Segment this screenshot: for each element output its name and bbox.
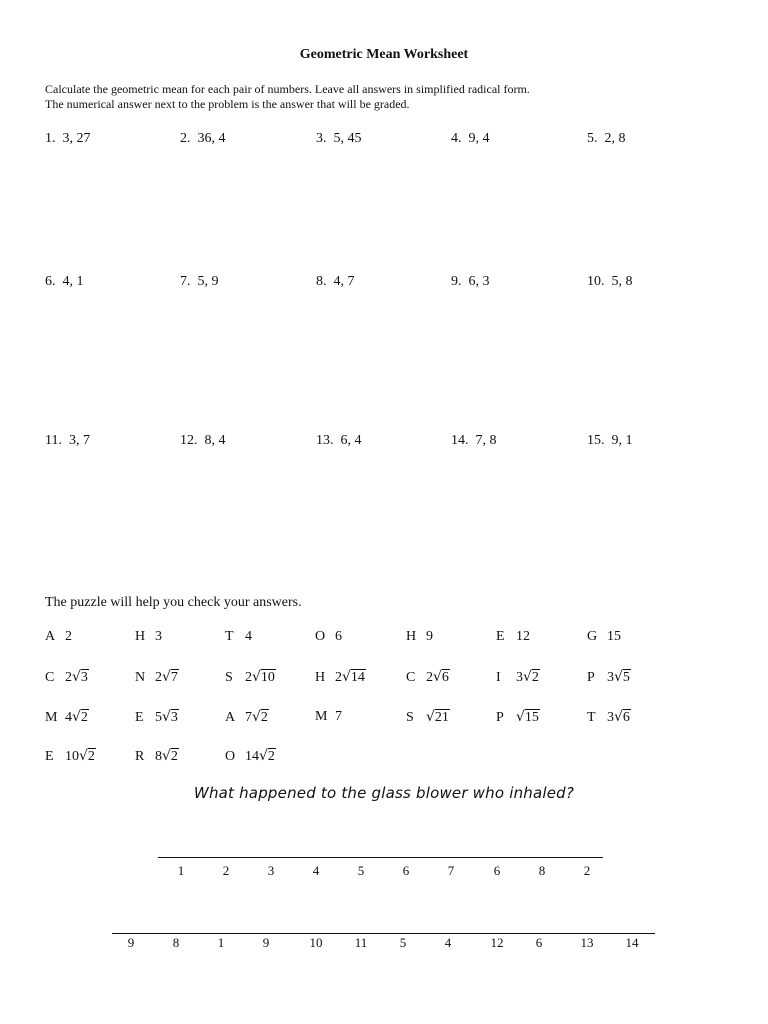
radical-sign-icon: √	[342, 669, 351, 685]
problem-number: 11.	[45, 433, 62, 448]
key-coefficient: 6	[335, 629, 342, 644]
key-coefficient: 7	[335, 709, 342, 724]
key-radicand: 5	[622, 670, 630, 685]
problem-numbers: 3, 27	[62, 131, 91, 146]
problem-numbers: 2, 8	[604, 131, 626, 146]
problem-numbers: 3, 7	[68, 433, 90, 448]
key-value	[516, 669, 540, 686]
answer-key-entry	[315, 669, 366, 686]
key-value	[516, 629, 530, 645]
key-value	[245, 709, 269, 726]
answer-key-entry	[315, 709, 342, 725]
problem-item	[451, 274, 490, 290]
answer-blank-label: 4	[444, 935, 452, 950]
key-letter: O	[315, 629, 326, 644]
answer-key-entry	[406, 629, 433, 645]
key-coefficient: 8	[155, 749, 162, 764]
key-coefficient: 2	[65, 670, 72, 685]
key-letter: M	[315, 709, 328, 724]
key-radicand: 2	[170, 749, 178, 764]
answer-blank-label: 9	[127, 935, 135, 950]
key-radicand: 7	[170, 670, 178, 685]
key-coefficient: 3	[155, 629, 162, 644]
key-coefficient: 14	[245, 749, 259, 764]
answer-blank-label: 2	[222, 863, 230, 878]
key-value	[65, 709, 89, 726]
answer-blank-label: 8	[172, 935, 180, 950]
answer-blank-label: 13	[580, 935, 594, 950]
key-value	[245, 748, 276, 765]
problem-numbers: 8, 4	[204, 433, 226, 448]
radical-sign-icon: √	[426, 709, 435, 725]
key-letter: H	[135, 629, 146, 644]
key-coefficient: 2	[335, 670, 342, 685]
problem-number: 4.	[451, 131, 462, 146]
radical-sign-icon: √	[162, 748, 171, 764]
key-coefficient: 2	[65, 629, 72, 644]
key-radicand: 21	[434, 710, 449, 725]
key-value	[65, 629, 72, 645]
key-value	[245, 669, 276, 686]
key-value	[426, 669, 450, 686]
key-letter: E	[496, 629, 505, 644]
key-value	[245, 629, 252, 645]
problem-item	[587, 131, 626, 147]
radical-sign-icon: √	[79, 748, 88, 764]
answer-key-entry	[225, 669, 276, 686]
problem-item	[45, 433, 90, 449]
key-value	[155, 669, 179, 686]
key-coefficient: 15	[607, 629, 621, 644]
answer-key-entry	[315, 629, 342, 645]
key-coefficient: 9	[426, 629, 433, 644]
problem-item	[587, 433, 633, 449]
key-value	[155, 629, 162, 645]
key-value	[426, 629, 433, 645]
problem-item	[316, 274, 355, 290]
answer-blank-label: 4	[312, 863, 320, 878]
problem-number: 9.	[451, 274, 462, 289]
answer-key-entry	[135, 709, 179, 726]
key-value	[335, 629, 342, 645]
key-value	[155, 709, 179, 726]
key-letter: P	[587, 670, 595, 685]
answer-blank-label: 3	[267, 863, 275, 878]
problem-numbers: 5, 45	[333, 131, 362, 146]
answer-key-entry	[225, 709, 269, 726]
problem-numbers: 4, 7	[333, 274, 355, 289]
answer-key-entry	[45, 669, 89, 686]
problem-item	[180, 433, 226, 449]
riddle-question: What happened to the glass blower who inhaled?	[193, 784, 575, 802]
key-letter: T	[587, 710, 596, 725]
problem-number: 3.	[316, 131, 327, 146]
answer-blank-label: 12	[490, 935, 504, 950]
key-coefficient: 3	[516, 670, 523, 685]
answer-blank-label: 14	[625, 935, 639, 950]
key-value	[65, 748, 96, 765]
key-letter: H	[315, 670, 326, 685]
key-value	[426, 709, 450, 726]
radical-sign-icon: √	[614, 669, 623, 685]
key-value	[155, 748, 179, 765]
key-radicand: 6	[622, 710, 630, 725]
key-radicand: 2	[80, 710, 88, 725]
key-letter: C	[406, 670, 416, 685]
answer-key-entry	[45, 629, 72, 645]
answer-key-entry	[45, 709, 89, 726]
key-radicand: 2	[260, 710, 268, 725]
key-value	[607, 709, 631, 726]
answer-key-entry	[406, 709, 450, 726]
key-letter: E	[135, 710, 144, 725]
key-letter: E	[45, 749, 54, 764]
answer-key-entry	[496, 669, 540, 686]
radical-sign-icon: √	[433, 669, 442, 685]
answer-blank-label: 1	[177, 863, 185, 878]
answer-blank-label: 11	[354, 935, 368, 950]
key-letter: I	[496, 670, 501, 685]
problem-number: 2.	[180, 131, 191, 146]
problem-numbers: 9, 1	[611, 433, 633, 448]
problem-item	[316, 433, 362, 449]
key-coefficient: 2	[155, 670, 162, 685]
key-value	[335, 669, 366, 686]
problem-item	[180, 274, 219, 290]
problem-number: 7.	[180, 274, 191, 289]
key-letter: M	[45, 710, 58, 725]
problem-item	[45, 131, 91, 147]
key-radicand: 15	[524, 710, 539, 725]
key-letter: A	[225, 710, 236, 725]
answer-key-entry	[225, 629, 252, 645]
answer-key-entry	[587, 669, 631, 686]
radical-sign-icon: √	[516, 709, 525, 725]
key-value	[65, 669, 89, 686]
answer-blank-label: 5	[399, 935, 407, 950]
key-letter: G	[587, 629, 598, 644]
key-letter: A	[45, 629, 56, 644]
problem-number: 8.	[316, 274, 327, 289]
problem-numbers: 9, 4	[468, 131, 490, 146]
radical-sign-icon: √	[614, 709, 623, 725]
key-coefficient: 2	[245, 670, 252, 685]
answer-blank-label: 6	[402, 863, 410, 878]
answer-blank-label: 5	[357, 863, 365, 878]
problem-number: 1.	[45, 131, 56, 146]
problem-number: 10.	[587, 274, 605, 289]
answer-key-entry	[587, 629, 621, 645]
problem-numbers: 4, 1	[62, 274, 84, 289]
problem-item	[451, 433, 497, 449]
key-letter: O	[225, 749, 236, 764]
radical-sign-icon: √	[523, 669, 532, 685]
radical-sign-icon: √	[162, 669, 171, 685]
radical-sign-icon: √	[252, 709, 261, 725]
key-coefficient: 4	[245, 629, 252, 644]
key-radicand: 2	[531, 670, 539, 685]
key-value	[335, 709, 342, 725]
answer-blank-label: 7	[447, 863, 455, 878]
worksheet-title: Geometric Mean Worksheet	[299, 47, 469, 62]
problem-numbers: 5, 8	[611, 274, 633, 289]
answer-key-entry	[135, 629, 162, 645]
key-coefficient: 3	[607, 710, 614, 725]
key-radicand: 6	[441, 670, 449, 685]
problem-number: 6.	[45, 274, 56, 289]
problem-item	[45, 274, 84, 290]
instruction-line-2: The numerical answer next to the problem is the answer that will be graded.	[45, 97, 410, 111]
key-letter: S	[225, 670, 233, 685]
answer-blank-label: 1	[217, 935, 225, 950]
key-letter: C	[45, 670, 55, 685]
answer-blank-label: 2	[583, 863, 591, 878]
key-letter: N	[135, 670, 146, 685]
key-letter: R	[135, 749, 145, 764]
key-radicand: 3	[80, 670, 88, 685]
problem-number: 12.	[180, 433, 198, 448]
problem-item	[316, 131, 362, 147]
problem-number: 14.	[451, 433, 469, 448]
key-radicand: 2	[267, 749, 275, 764]
radical-sign-icon: √	[162, 709, 171, 725]
answer-blank-label: 10	[309, 935, 323, 950]
answer-key-entry	[406, 669, 450, 686]
radical-sign-icon: √	[72, 709, 81, 725]
puzzle-intro: The puzzle will help you check your answers.	[45, 595, 302, 610]
problem-item	[451, 131, 490, 147]
answer-blank-label: 8	[538, 863, 546, 878]
key-coefficient: 12	[516, 629, 530, 644]
instruction-line-1: Calculate the geometric mean for each pair of numbers. Leave all answers in simplified radical form.	[45, 82, 530, 96]
key-value	[607, 629, 621, 645]
key-coefficient: 7	[245, 710, 252, 725]
problem-numbers: 6, 4	[340, 433, 362, 448]
problem-numbers: 5, 9	[197, 274, 219, 289]
answer-key-entry	[225, 748, 276, 765]
answer-blank-label: 9	[262, 935, 270, 950]
answer-key-entry	[496, 709, 540, 726]
answer-key-entry	[496, 629, 530, 645]
key-radicand: 10	[260, 670, 275, 685]
key-radicand: 14	[350, 670, 365, 685]
answer-blank-label: 6	[493, 863, 501, 878]
problem-numbers: 6, 3	[468, 274, 490, 289]
problem-numbers: 36, 4	[197, 131, 226, 146]
answer-blank-label: 6	[535, 935, 543, 950]
key-coefficient: 2	[426, 670, 433, 685]
key-radicand: 2	[87, 749, 95, 764]
answer-key-entry	[135, 669, 179, 686]
key-value	[516, 709, 540, 726]
key-letter: T	[225, 629, 234, 644]
problem-item	[180, 131, 226, 147]
radical-sign-icon: √	[252, 669, 261, 685]
radical-sign-icon: √	[259, 748, 268, 764]
problem-number: 5.	[587, 131, 598, 146]
answer-key-entry	[45, 748, 96, 765]
key-letter: S	[406, 710, 414, 725]
key-letter: H	[406, 629, 417, 644]
key-letter: P	[496, 710, 504, 725]
answer-key-entry	[587, 709, 631, 726]
key-coefficient: 3	[607, 670, 614, 685]
answer-line-2	[112, 933, 655, 934]
problem-item	[587, 274, 633, 290]
key-coefficient: 4	[65, 710, 72, 725]
key-radicand: 3	[170, 710, 178, 725]
problem-number: 13.	[316, 433, 334, 448]
key-coefficient: 5	[155, 710, 162, 725]
problem-numbers: 7, 8	[475, 433, 497, 448]
answer-key-entry	[135, 748, 179, 765]
problem-number: 15.	[587, 433, 605, 448]
key-value	[607, 669, 631, 686]
answer-line-1	[158, 857, 603, 858]
radical-sign-icon: √	[72, 669, 81, 685]
key-coefficient: 10	[65, 749, 79, 764]
